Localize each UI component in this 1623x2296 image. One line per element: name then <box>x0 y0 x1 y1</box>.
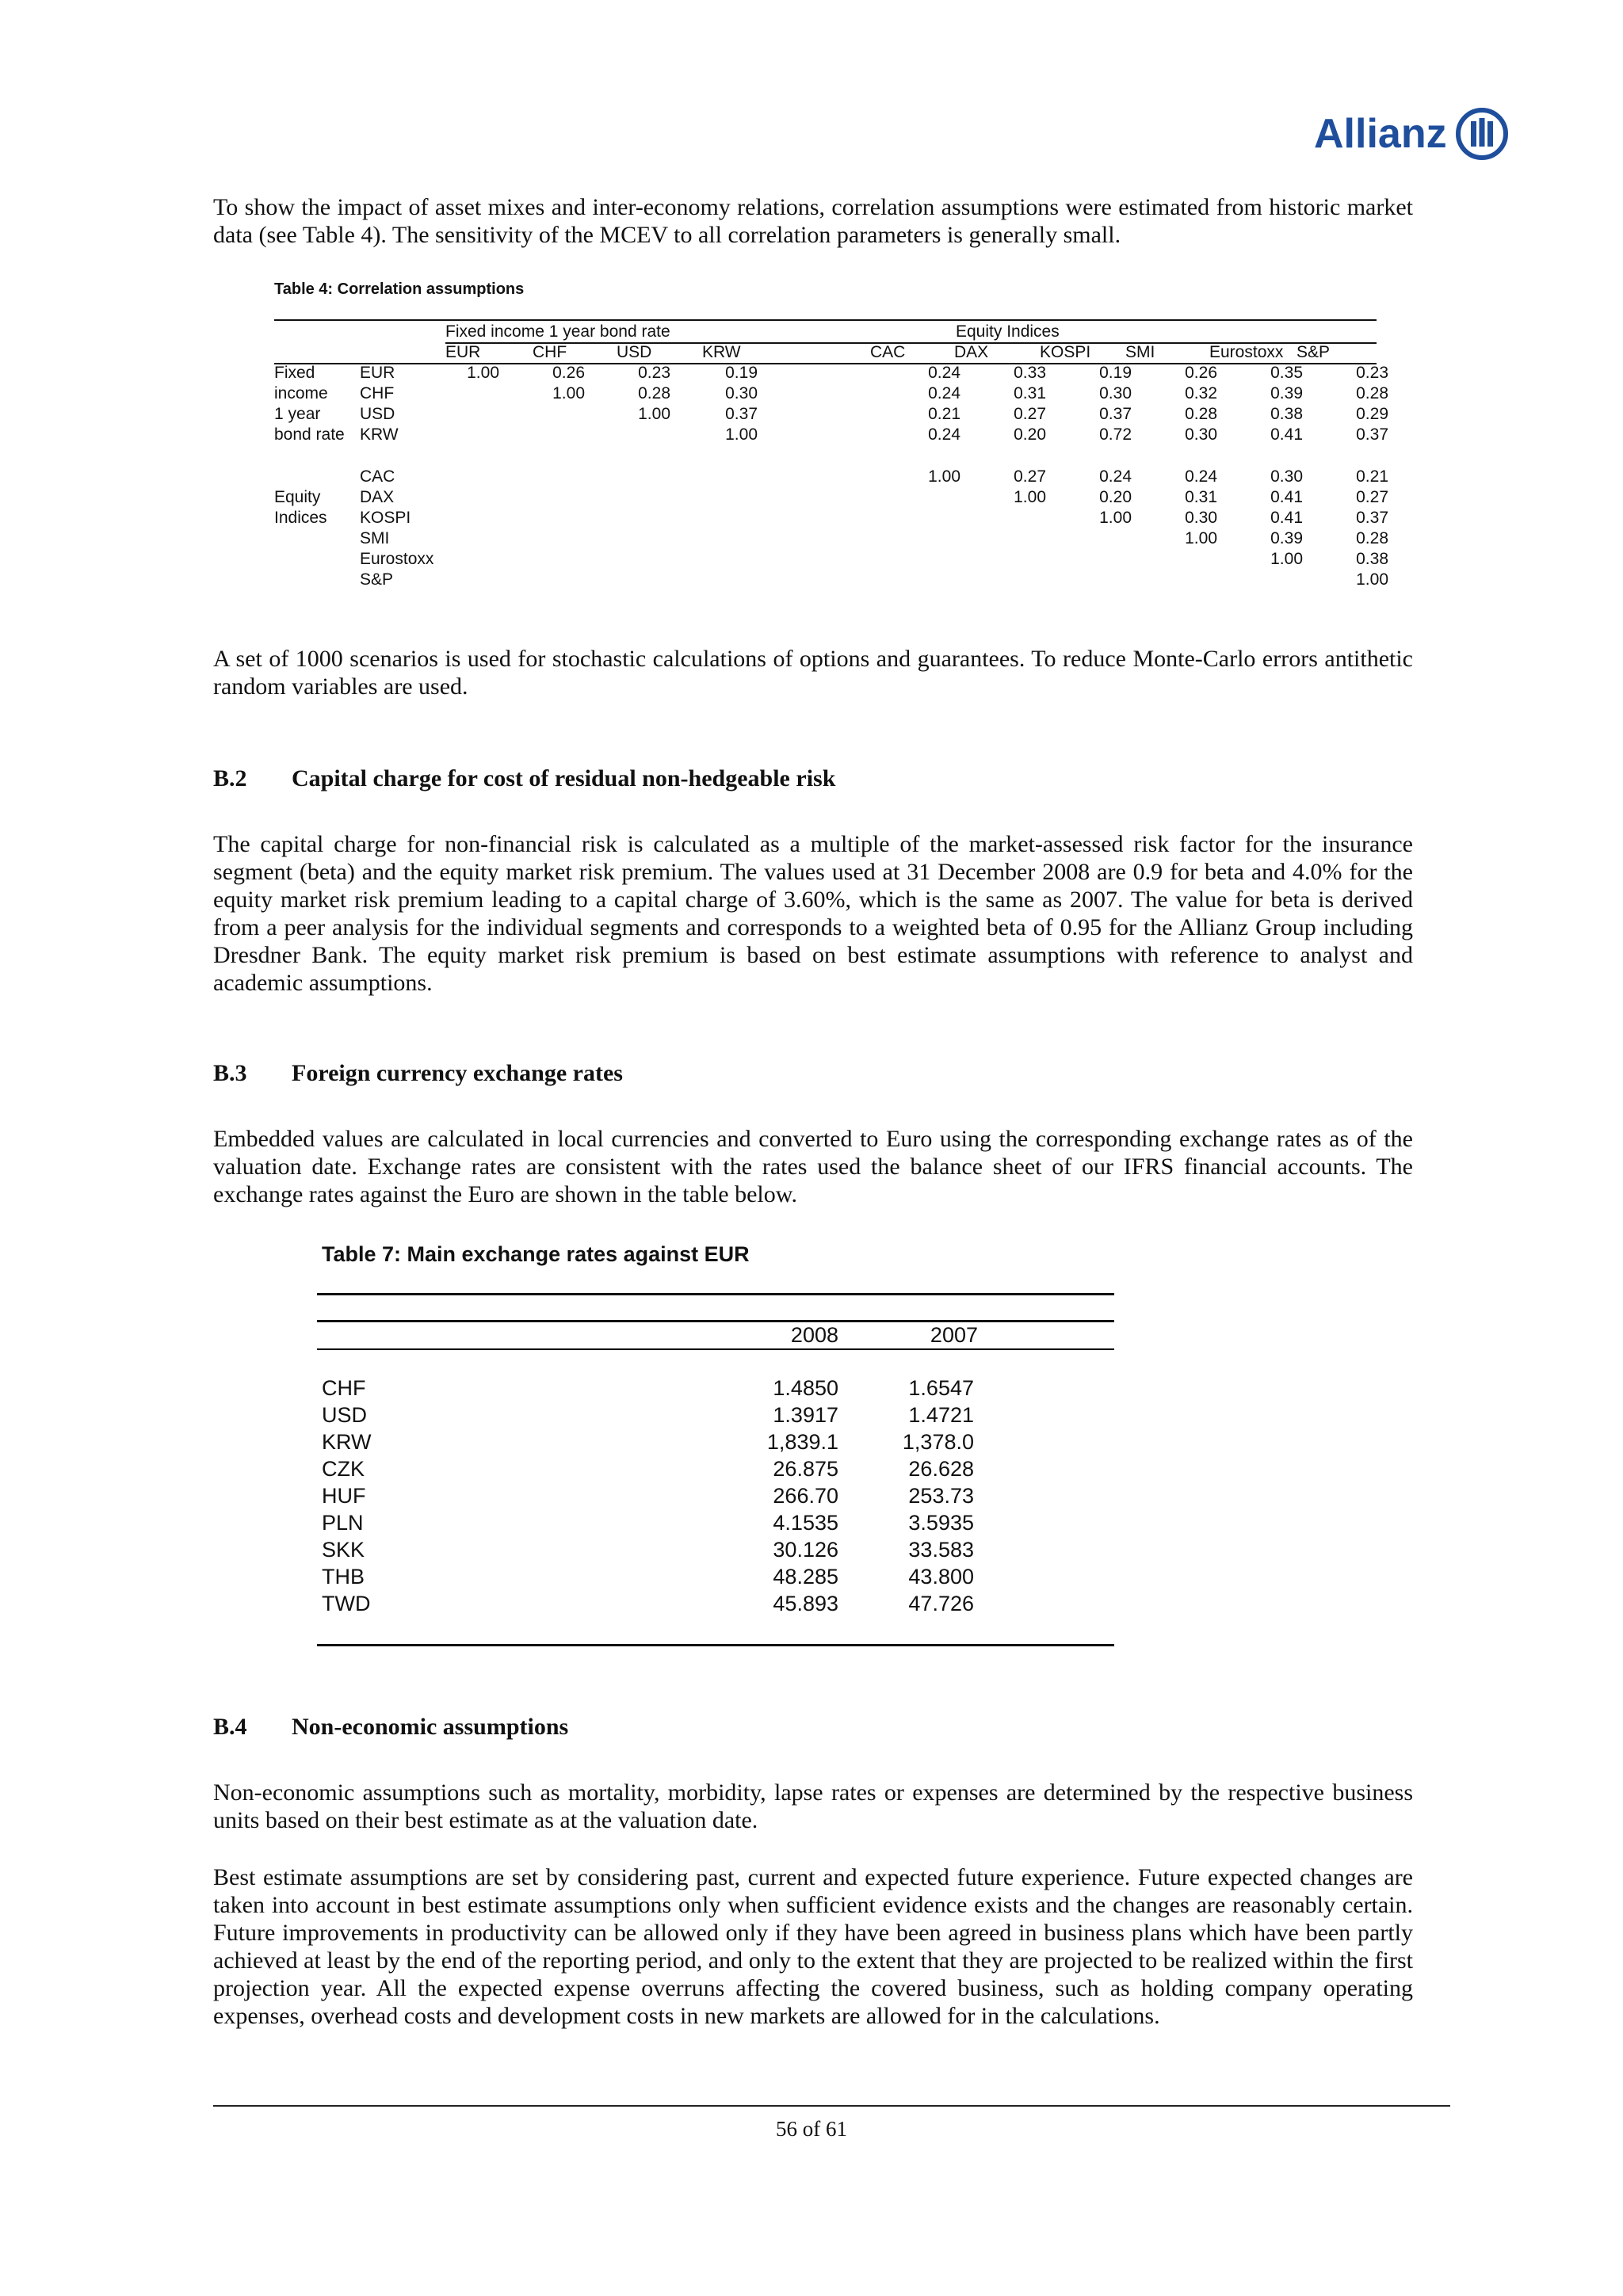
table4-row-name: CHF <box>360 384 395 402</box>
table4-cell: 0.28 <box>1356 529 1388 547</box>
table7-value-2007: 253.73 <box>908 1484 974 1508</box>
table7-caption: Table 7: Main exchange rates against EUR <box>322 1242 750 1266</box>
table4-cell: 0.27 <box>1014 467 1046 486</box>
table4-cell: 1.00 <box>725 425 758 444</box>
table4-cell: 0.37 <box>725 405 758 423</box>
table4-cell: 0.30 <box>1099 384 1132 402</box>
table4-row-name: SMI <box>360 529 390 547</box>
table4-group-label: income <box>274 384 328 402</box>
table4-col-header: CAC <box>870 343 906 361</box>
table4-cell: 0.28 <box>638 384 670 402</box>
table7-value-2007: 33.583 <box>908 1538 974 1562</box>
table4-cell: 0.72 <box>1099 425 1132 444</box>
table4-cell: 0.30 <box>1270 467 1303 486</box>
table7-header-rule <box>317 1348 1114 1350</box>
table4-cell: 0.38 <box>1356 550 1388 568</box>
table7-value-2008: 30.126 <box>773 1538 838 1562</box>
table7-col-2007: 2007 <box>930 1323 978 1347</box>
page-number: 56 of 61 <box>776 2117 847 2141</box>
table7-value-2008: 48.285 <box>773 1565 838 1589</box>
table4-col-header: SMI <box>1125 343 1155 361</box>
table4-cell: 1.00 <box>928 467 960 486</box>
table4-row-name: S&P <box>360 570 394 589</box>
table7-value-2007: 3.5935 <box>908 1511 974 1535</box>
table7-value-2008: 266.70 <box>773 1484 838 1508</box>
table4-cell: 1.00 <box>552 384 585 402</box>
table7-currency: SKK <box>322 1538 365 1562</box>
table4-cell: 0.26 <box>552 364 585 382</box>
table4-cell: 0.30 <box>1185 425 1217 444</box>
table7-value-2008: 4.1535 <box>773 1511 838 1535</box>
section-b4-text-2: Best estimate assumptions are set by considering past, current and expected future experience. Future expected changes are taken into account in best estimate assumptions only when sufficient evidence exists and the changes are reasonably certain. Future improvements in productivity can be allowed only if they have been agreed in business plans which have been partly achieved at least by the end of the reporting period, and only to the extent that they are projected to be realized within the first projection year. All the expected expense overruns affecting the covered business, such as holding company operating expenses, overhead costs and development costs in new markets are allowed for in the calculations. <box>213 1864 1413 2029</box>
table4-cell: 0.39 <box>1270 384 1303 402</box>
intro-paragraph: To show the impact of asset mixes and inter-economy relations, correlation assumptions were estimated from historic market data (see Table 4). The sensitivity of the MCEV to all correlation parameters is generally small. <box>213 194 1413 248</box>
table4-cell: 0.24 <box>1185 467 1217 486</box>
table7-currency: CZK <box>322 1457 365 1481</box>
table7-currency: CHF <box>322 1376 366 1400</box>
table4-cell: 0.35 <box>1270 364 1303 382</box>
table4-cell: 1.00 <box>1099 509 1132 527</box>
table4-caption: Table 4: Correlation assumptions <box>274 280 525 298</box>
table7-value-2007: 1,378.0 <box>902 1430 974 1454</box>
table7-currency: HUF <box>322 1484 366 1508</box>
table7-currency: USD <box>322 1403 368 1427</box>
table4-cell: 0.24 <box>928 364 960 382</box>
table4-group-label: Indices <box>274 509 327 527</box>
table4-row-name: DAX <box>360 488 395 506</box>
section-b2-text: The capital charge for non-financial risk is calculated as a multiple of the market-assessed risk factor for the insurance segment (beta) and the equity market risk premium. The values used at 31 December 2008 are 0.9 for beta and 4.0% for the equity market risk premium leading to a capital charge of 3.60%, which is the same as 2007. The value for beta is derived from a peer analysis for the individual segments and corresponds to a weighted beta of 0.95 for the Allianz Group including Dresdner Bank. The equity market risk premium is based on best estimate assumptions with reference to analyst and academic assumptions. <box>213 831 1413 996</box>
table7-top-rule <box>317 1293 1114 1295</box>
table4-cell: 0.37 <box>1356 509 1388 527</box>
table4-cell: 0.37 <box>1099 405 1132 423</box>
table4-cell: 1.00 <box>1014 488 1046 506</box>
table4-group-label: 1 year <box>274 405 321 423</box>
table4-cell: 0.19 <box>725 364 758 382</box>
table4-cell: 0.24 <box>928 425 960 444</box>
table4-col-header: DAX <box>954 343 989 361</box>
table7-currency: TWD <box>322 1592 371 1615</box>
table7-value-2007: 43.800 <box>908 1565 974 1589</box>
table7-col-2008: 2008 <box>790 1323 838 1347</box>
table7-value-2008: 45.893 <box>773 1592 838 1615</box>
section-b4-title: Non-economic assumptions <box>292 1714 569 1740</box>
section-b2-title: Capital charge for cost of residual non-hedgeable risk <box>292 765 836 791</box>
table4-cell: 0.38 <box>1270 405 1303 423</box>
logo-wordmark: Allianz <box>1314 111 1447 157</box>
table4-cell: 0.31 <box>1014 384 1046 402</box>
table7-value-2008: 1.4850 <box>773 1376 838 1400</box>
section-b2-number: B.2 <box>213 765 247 791</box>
table7-value-2008: 1,839.1 <box>766 1430 838 1454</box>
table4-cell: 0.27 <box>1014 405 1046 423</box>
table7-value-2007: 1.4721 <box>908 1403 974 1427</box>
table4-cell: 0.37 <box>1356 425 1388 444</box>
group-header-fixed: Fixed income 1 year bond rate <box>445 322 670 341</box>
table4-row-name: USD <box>360 405 395 423</box>
table7-value-2007: 47.726 <box>908 1592 974 1615</box>
table4-cell: 0.29 <box>1356 405 1388 423</box>
table4-row-name: KRW <box>360 425 399 444</box>
table4-cell: 0.19 <box>1099 364 1132 382</box>
table7-value-2007: 26.628 <box>908 1457 974 1481</box>
table4-cell: 1.00 <box>467 364 499 382</box>
table4-cell: 1.00 <box>1270 550 1303 568</box>
table4-cell: 0.28 <box>1185 405 1217 423</box>
table4-cell: 0.26 <box>1185 364 1217 382</box>
table7-value-2007: 1.6547 <box>908 1376 974 1400</box>
table4-cell: 0.23 <box>638 364 670 382</box>
table4-cell: 0.21 <box>928 405 960 423</box>
table4-group-label: Fixed <box>274 364 315 382</box>
table4-row-name: EUR <box>360 364 395 382</box>
table4-cell: 1.00 <box>1185 529 1217 547</box>
table7-currency: THB <box>322 1565 365 1589</box>
table4-cell: 1.00 <box>638 405 670 423</box>
table4-cell: 0.32 <box>1185 384 1217 402</box>
table4-cell: 0.20 <box>1014 425 1046 444</box>
table4-cell: 0.33 <box>1014 364 1046 382</box>
table4-cell: 0.39 <box>1270 529 1303 547</box>
table4-cell: 0.23 <box>1356 364 1388 382</box>
table4-cell: 0.21 <box>1356 467 1388 486</box>
table4-col-header: EUR <box>445 343 481 361</box>
table4-group-label: bond rate <box>274 425 345 444</box>
table4-col-header: USD <box>617 343 652 361</box>
table4-col-header: S&P <box>1296 343 1331 361</box>
section-b3-text: Embedded values are calculated in local currencies and converted to Euro using the corresponding exchange rates as of the valuation date. Exchange rates are consistent with the rates used the balance sheet of our IFRS financial accounts. The exchange rates against the Euro are shown in the table below. <box>213 1126 1413 1207</box>
section-b4-number: B.4 <box>213 1714 247 1740</box>
table4-row-name: CAC <box>360 467 395 486</box>
section-b3-title: Foreign currency exchange rates <box>292 1060 623 1086</box>
section-b3-number: B.3 <box>213 1060 247 1086</box>
table7-value-2008: 1.3917 <box>773 1403 838 1427</box>
table4-cell: 0.31 <box>1185 488 1217 506</box>
table4-col-header: CHF <box>533 343 567 361</box>
table4-cell: 0.41 <box>1270 509 1303 527</box>
group-header-equity: Equity Indices <box>956 322 1060 341</box>
table4-cell: 0.41 <box>1270 488 1303 506</box>
table4-cell: 0.28 <box>1356 384 1388 402</box>
table4-cell: 0.24 <box>928 384 960 402</box>
table4-row-name: KOSPI <box>360 509 411 527</box>
table4-cell: 0.30 <box>1185 509 1217 527</box>
table4-cell: 0.30 <box>725 384 758 402</box>
table7-currency: PLN <box>322 1511 364 1535</box>
table4-col-header: KOSPI <box>1040 343 1091 361</box>
footer-rule <box>213 2105 1450 2107</box>
table7-bottom-rule <box>317 1644 1114 1646</box>
section-b4-heading <box>213 1714 568 1741</box>
table4-cell: 0.41 <box>1270 425 1303 444</box>
table4-col-header: KRW <box>702 343 741 361</box>
table4-cell: 1.00 <box>1356 570 1388 589</box>
section-b4-text-1: Non-economic assumptions such as mortality, morbidity, lapse rates or expenses are determined by the respective business units based on their best estimate as at the valuation date. <box>213 1779 1413 1833</box>
table4-cell: 0.27 <box>1356 488 1388 506</box>
table7-currency: KRW <box>322 1430 372 1454</box>
scenario-paragraph: A set of 1000 scenarios is used for stochastic calculations of options and guarantees. To reduce Monte-Carlo errors antithetic random variables are used. <box>213 646 1413 700</box>
table7-value-2008: 26.875 <box>773 1457 838 1481</box>
table4-cell: 0.24 <box>1099 467 1132 486</box>
table4-row-name: Eurostoxx <box>360 550 434 568</box>
table7-second-rule <box>317 1320 1114 1322</box>
table4-col-header: Eurostoxx <box>1209 343 1284 361</box>
table4-cell: 0.20 <box>1099 488 1132 506</box>
table4-group-label: Equity <box>274 488 321 506</box>
